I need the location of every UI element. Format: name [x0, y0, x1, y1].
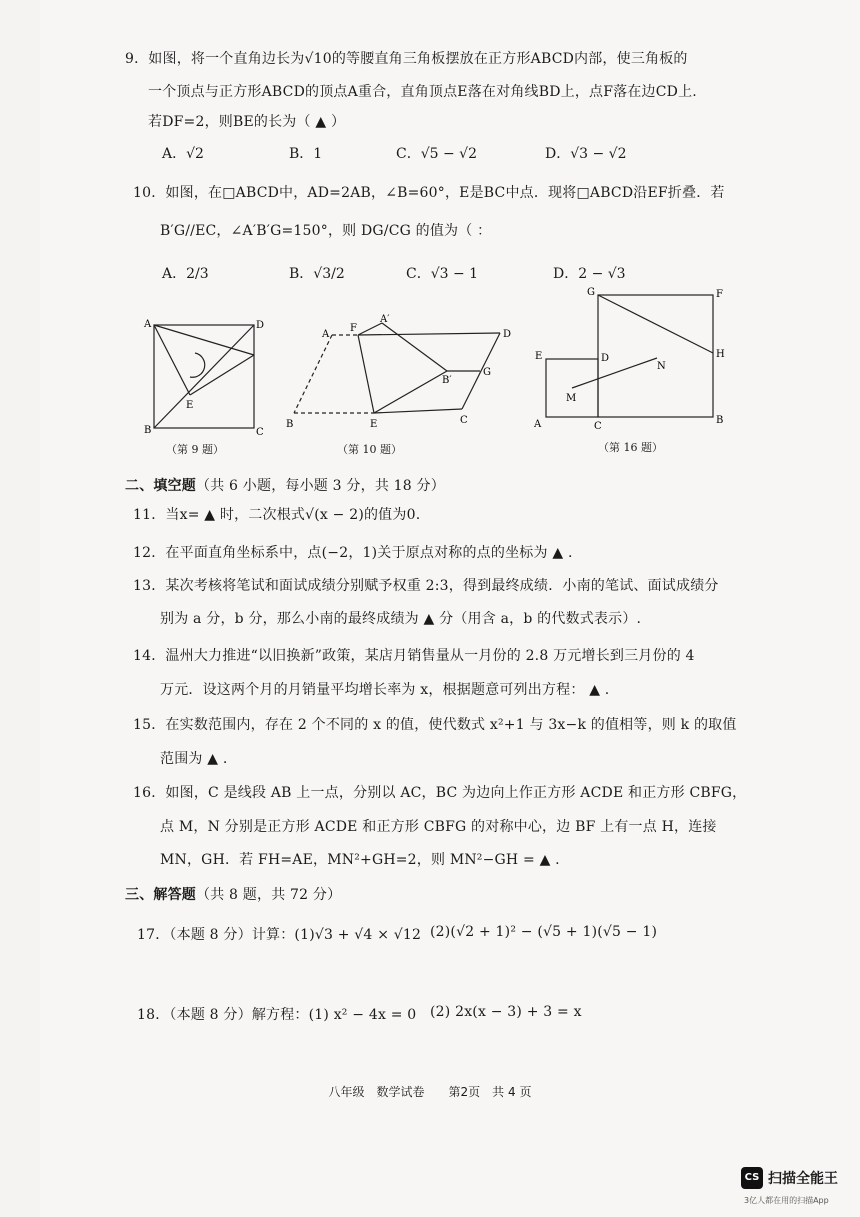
- figure-9-diagram: [140, 315, 270, 440]
- figure-16-diagram: [530, 283, 740, 435]
- fig9-label-d: D: [256, 320, 265, 331]
- q12-text: 12．在平面直角坐标系中，点(−2，1)关于原点对称的点的坐标为 ▲ .: [133, 545, 573, 561]
- q9-option-d: D．√3 − √2: [545, 146, 627, 162]
- fig16-label-g: G: [587, 287, 595, 298]
- fig16-label-a: A: [534, 419, 542, 430]
- q9-option-b: B．1: [289, 146, 323, 162]
- fig16-label-c: C: [594, 421, 602, 432]
- q17-part2: (2)(√2 + 1)² − (√5 + 1)(√5 − 1): [430, 924, 658, 940]
- fig9-label-e: E: [186, 400, 194, 411]
- fig16-label-h: H: [716, 349, 725, 360]
- fig16-label-d: D: [601, 353, 610, 364]
- q10-option-b: B．√3/2: [289, 266, 345, 282]
- fig9-label-b: B: [144, 425, 152, 436]
- fig16-label-b: B: [716, 415, 724, 426]
- fig16-label-m: M: [566, 393, 577, 404]
- camscanner-logo-icon: CS: [741, 1167, 763, 1189]
- camscanner-name: 扫描全能王: [768, 1171, 838, 1187]
- q16-line3: MN，GH．若 FH=AE，MN²+GH=2，则 MN²−GH = ▲ .: [160, 852, 560, 868]
- figure-16-caption: （第 16 题）: [598, 441, 663, 454]
- fig10-dashed-ab: [294, 335, 332, 413]
- q16-line2: 点 M，N 分别是正方形 ACDE 和正方形 CBFG 的对称中心，边 BF 上有一点 H，连接: [160, 819, 717, 835]
- q16-line1: 16．如图，C 是线段 AB 上一点，分别以 AC，BC 为边向上作正方形 ACDE 和正方形 CBFG，: [133, 785, 747, 801]
- fig16-segment-mn: [572, 358, 657, 388]
- fig10-side-a-prime-b-prime: [382, 323, 447, 371]
- fig10-label-g: G: [483, 367, 491, 378]
- fig16-square-cbfg: [598, 295, 713, 417]
- q10-option-c: C．√3 − 1: [406, 266, 479, 282]
- figure-10-caption: （第 10 题）: [337, 443, 402, 456]
- fig10-fold-ef: [358, 335, 374, 413]
- fig16-segment-gh: [598, 295, 713, 353]
- q14-line1: 14．温州大力推进“以旧换新”政策，某店月销售量从一月份的 2.8 万元增长到三月份的 4: [133, 648, 695, 664]
- section-3-desc: （共 8 题，共 72 分）: [196, 887, 342, 903]
- fig10-side-fd: [358, 333, 500, 335]
- q9-option-c: C．√5 − √2: [396, 146, 477, 162]
- q9-option-a: A．√2: [162, 146, 204, 162]
- fig10-label-d: D: [503, 329, 512, 340]
- fig10-side-ce: [374, 409, 462, 413]
- fig16-label-e: E: [535, 351, 543, 362]
- q11-text: 11．当x= ▲ 时，二次根式√(x − 2)的值为0.: [133, 507, 421, 523]
- q9-line1: 9．如图，将一个直角边长为√10的等腰直角三角板摆放在正方形ABCD内部，使三角板的: [125, 51, 688, 67]
- figure-9-caption: （第 9 题）: [166, 443, 224, 456]
- fig10-label-a: A: [322, 329, 330, 340]
- fig9-label-c: C: [256, 427, 264, 438]
- fig9-arc: [190, 353, 205, 377]
- fig10-side-fa-prime: [358, 323, 382, 335]
- fig10-label-c: C: [460, 415, 468, 426]
- section-2-heading: [125, 475, 445, 495]
- section-2-title: 二、填空题: [125, 478, 196, 494]
- page-footer: 八年级 数学试卷 第2页 共 4 页: [328, 1085, 532, 1099]
- q18-part1: 18．（本题 8 分）解方程：(1) x² − 4x = 0: [137, 1007, 417, 1023]
- q15-line2: 范围为 ▲ .: [160, 751, 228, 767]
- fig9-side-ae: [154, 325, 190, 395]
- fig16-label-f: F: [716, 289, 723, 300]
- fig16-label-n: N: [657, 361, 666, 372]
- fig10-label-b-prime: B′: [442, 375, 452, 386]
- section-3-heading: [125, 884, 341, 904]
- fig9-label-a: A: [144, 319, 152, 330]
- q17-part1: 17．（本题 8 分）计算：(1)√3 + √4 × √12: [137, 927, 422, 943]
- section-3-title: 三、解答题: [125, 887, 196, 903]
- q10-option-d: D．2 − √3: [553, 266, 626, 282]
- q13-line2: 别为 a 分，b 分，那么小南的最终成绩为 ▲ 分（用含 a，b 的代数式表示）.: [160, 611, 642, 627]
- q18-part2: (2) 2x(x − 3) + 3 = x: [430, 1004, 582, 1020]
- section-2-desc: （共 6 小题，每小题 3 分，共 18 分）: [196, 478, 445, 494]
- q9-line2: 一个顶点与正方形ABCD的顶点A重合，直角顶点E落在对角线BD上，点F落在边CD上.: [148, 84, 697, 100]
- q10-line2: B′G//EC，∠A′B′G=150°，则 DG/CG 的值为（ ：: [160, 223, 492, 239]
- fig10-label-e: E: [370, 419, 378, 430]
- camscanner-tagline: 3亿人都在用的扫描App: [744, 1196, 829, 1205]
- q13-line1: 13．某次考核将笔试和面试成绩分别赋予权重 2:3，得到最终成绩．小南的笔试、面试成绩分: [133, 578, 719, 594]
- q10-option-a: A．2/3: [162, 266, 209, 282]
- q15-line1: 15．在实数范围内，存在 2 个不同的 x 的值，使代数式 x²+1 与 3x−k 的值相等，则 k 的取值: [133, 717, 737, 733]
- q10-line1: 10．如图，在□ABCD中，AD=2AB，∠B=60°，E是BC中点．现将□ABCD沿EF折叠．若: [133, 185, 725, 201]
- fig10-side-b-prime-e: [374, 371, 447, 413]
- fig10-label-b: B: [286, 419, 294, 430]
- q9-line3: 若DF=2，则BE的长为（ ▲ ）: [148, 114, 346, 130]
- q14-line2: 万元．设这两个月的月销量平均增长率为 x，根据题意可列出方程： ▲ .: [160, 682, 610, 698]
- fig10-label-f: F: [350, 323, 357, 334]
- fig10-label-a-prime: A′: [380, 314, 390, 325]
- figure-10-diagram: [282, 313, 522, 433]
